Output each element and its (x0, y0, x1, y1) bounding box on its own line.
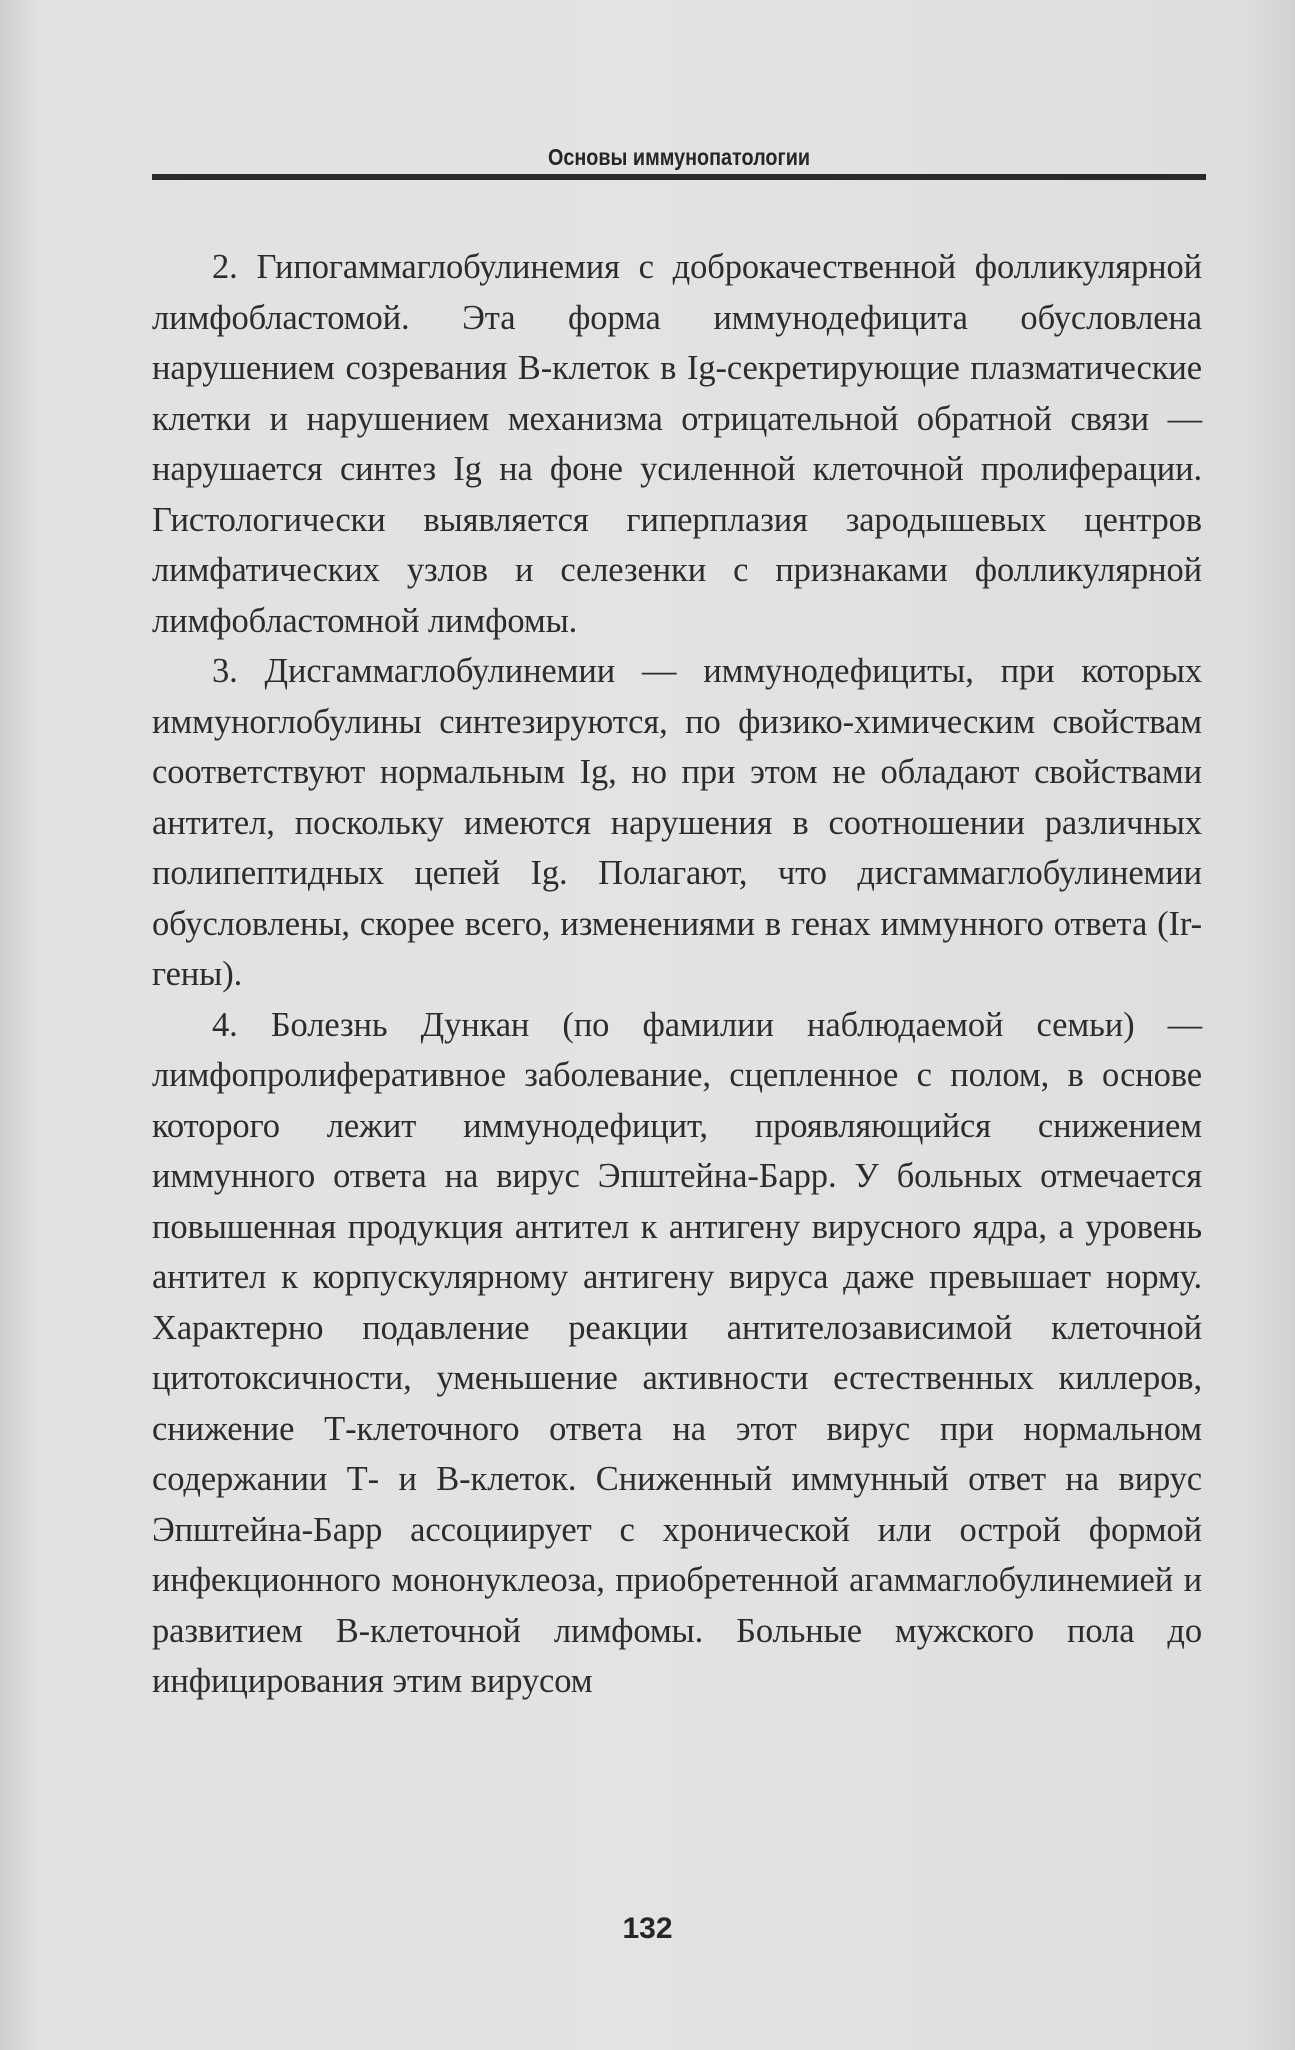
paragraph-item-4: 4. Болезнь Дункан (по фамилии наблюдаемой семьи) — лимфопролиферативное заболевание, сцепленное с полом, в основе которого лежит иммунодефицит, проявляющийся снижением иммунного ответа на вирус Эпштейна-Барр. У больных отмечается повышенная продукция антител к антигену вирусного ядра, а уровень антител к корпускулярному антигену вируса даже превышает норму. Характерно подавление реакции антителозависимой клеточной цитотоксичности, уменьшение активности естественных киллеров, снижение Т-клеточного ответа на этот вирус при нормальном содержании Т- и В-клеток. Сниженный иммунный ответ на вирус Эпштейна-Барр ассоциирует с хронической или острой формой инфекционного мононуклеоза, приобретенной агаммаглобулинемией и развитием В-клеточной лимфомы. Больные мужского пола до инфицирования этим вирусом (152, 1005, 1202, 1700)
body-text (152, 242, 1202, 1707)
paragraph-item-2: 2. Гипогаммаглобулинемия с доброкачественной фолликулярной лимфобластомой. Эта форма иммунодефицита обусловлена нарушением созревания В-клеток в Ig-секретирующие плазматические клетки и нарушением механизма отрицательной обратной связи — нарушается синтез Ig на фоне усиленной клеточной пролиферации. Гистологически выявляется гиперплазия зародышевых центров лимфатических узлов и селезенки с признаками фолликулярной лимфобластомной лимфомы. (152, 248, 1202, 640)
header-rule (152, 174, 1206, 180)
running-header (152, 140, 1206, 184)
page-number: 132 (622, 1912, 673, 1945)
running-title: Основы иммунопатологии (547, 144, 811, 170)
paragraph-item-3: 3. Дисгаммаглобулинемии — иммунодефициты, при которых иммуноглобулины синтезируются, по физико-химическим свойствам соответствуют нормальным Ig, но при этом не обладают свойствами антител, поскольку имеются нарушения в соотношении различных полипептидных цепей Ig. Полагают, что дисгаммаглобулинемии обусловлены, скорее всего, изменениями в генах иммунного ответа (Ir-гены). (152, 652, 1202, 993)
